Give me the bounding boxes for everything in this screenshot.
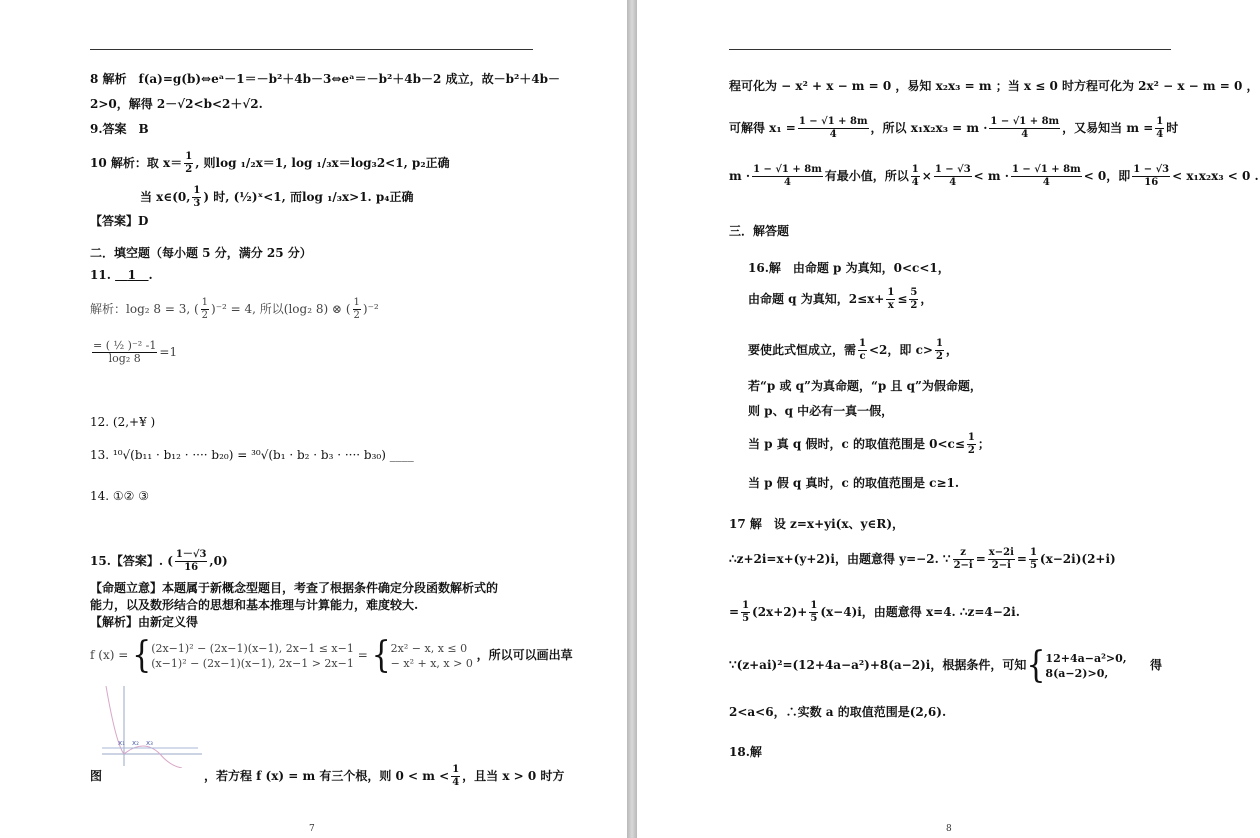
q15-intent-line2: 能力，以及数形结合的思想和基本推理与计算能力，难度较大. — [90, 598, 419, 612]
q11-expl-b: )⁻² = 4, 所以(log₂ 8) ⊗ ( — [211, 302, 351, 316]
q10-text-e: (½)ˣ<1, 而log ₁/₃x>1. p₄正确 — [233, 190, 414, 204]
q16-l6-a: 当 p 真 q 假时，c 的取值范围是 0<c≤ — [748, 437, 965, 451]
page-gutter — [627, 0, 637, 838]
q16-line2 — [748, 287, 932, 312]
q16-line5: 则 p、q 中必有一真一假， — [748, 404, 894, 418]
q17-eq3: = — [729, 605, 740, 619]
cont2-a: 可解得 x₁ = — [729, 121, 796, 135]
q15-piecewise: f (x) = { (2x−1)² − (2x−1)(x−1), 2x−1 ≤ x−1 (x−1)² − (2x−1)(x−1), 2x−1 > 2x−1 = { 2x² − x, x ≤ 0 − x² + x, x > 0 ，所以可以画出草 — [90, 633, 573, 676]
q10-text-c: 当 x∈(0, — [140, 190, 191, 204]
cont3-b: 有最小值，所以 — [824, 169, 909, 183]
q16-line3 — [748, 338, 958, 363]
section-2-heading: 二．填空题（每小题 5 分，满分 25 分） — [90, 246, 312, 260]
label-x1: x₁ — [118, 739, 125, 747]
frac-x1-b: $\frac{1 - √1 + 8m}{4}$ — [990, 116, 1060, 140]
q15-sketch-graph — [98, 682, 208, 768]
frac-1-5c: $\frac{1}{5}$ — [810, 600, 818, 624]
q16-l2-c: ， — [920, 292, 933, 306]
frac-1-2a: $\frac{1}{2}$ — [935, 338, 943, 362]
q10-text-b: , 则log ₁/₂x＝1, log ₁/₃x＝log₃2<1, p₂正确 — [195, 156, 450, 170]
q8-line2: 2>0，解得 2－√2<b<2＋√2. — [90, 97, 263, 111]
q17-l2-a: ∴z+2i=x+(y+2)i，由题意得 y=−2. ∵ — [729, 552, 951, 566]
q12-answer: 12. (2,+¥ ) — [90, 415, 156, 429]
q14-answer: 14. ①② ③ — [90, 489, 149, 503]
page-number-right: 8 — [946, 824, 952, 834]
q15-cases-left: (2x−1)² − (2x−1)(x−1), 2x−1 ≤ x−1 (x−1)² − (2x−1)(x−1), 2x−1 > 2x−1 — [151, 641, 354, 670]
fraction-half-b: $\frac{1}{2}$ — [353, 297, 360, 321]
q15-solution-heading: 【解析】由新定义得 — [90, 615, 199, 629]
fraction-third: $\frac{1}{3}$ — [193, 185, 201, 209]
q17-line3 — [729, 600, 1020, 625]
q17-system: 12+4a−a²>0, 8(a−2)>0, — [1045, 651, 1127, 680]
cont3-e: < 0，即 — [1083, 169, 1131, 183]
frac-x1: $\frac{1 - √1 + 8m}{4}$ — [798, 116, 868, 140]
q10-line1 — [90, 151, 450, 176]
q9-answer: 9.答案 B — [90, 122, 149, 136]
q15-after-b: ，且当 x > 0 时方 — [462, 769, 565, 783]
q15-answer-line: 15.【答案】. ( $\frac{1-√3}{16}$ ,0) — [90, 549, 228, 573]
frac-1-2b: $\frac{1}{2}$ — [967, 432, 975, 456]
q17-l3-a: (2x+2)+ — [752, 605, 808, 619]
q16-l2-a: 由命题 q 为真知，2≤x+ — [748, 292, 885, 306]
q15-answer-tail: ,0) — [209, 554, 228, 568]
page-number-left: 7 — [309, 824, 315, 834]
cont2-b: ，所以 x₁x₂x₃ = m · — [870, 121, 988, 135]
q15-equals: = — [357, 648, 368, 662]
q10-answer: 【答案】D — [90, 214, 149, 228]
q11-expl-c: )⁻² — [362, 302, 379, 316]
cont2-d: 时 — [1166, 121, 1179, 135]
q16-l3-c: ， — [945, 343, 958, 357]
q16-l6-b: ； — [977, 437, 990, 451]
q11-explanation-2 — [90, 340, 177, 365]
q17-line5: 2<a<6，∴实数 a 的取值范围是(2,6). — [729, 705, 947, 719]
cont3-f: < x₁x₂x₃ < 0 . — [1172, 169, 1259, 183]
q15-draw-text: ，所以可以画出草 — [476, 648, 573, 662]
cont-line2 — [729, 116, 1178, 141]
frac-s3-16: $\frac{1 - √3}{16}$ — [1133, 164, 1170, 188]
curve-right — [124, 746, 182, 768]
cont2-c: ，又易知当 m = — [1062, 121, 1154, 135]
q11-label: 11. — [90, 268, 111, 282]
frac-min: $\frac{1 - √1 + 8m}{4}$ — [753, 164, 822, 188]
frac-5-2: $\frac{5}{2}$ — [910, 287, 918, 311]
fraction-half-a: $\frac{1}{2}$ — [201, 297, 209, 321]
page-8 — [637, 0, 1260, 838]
q10-text-a: 10 解析：取 x＝ — [90, 156, 183, 170]
frac-min2: $\frac{1 - √1 + 8m}{4}$ — [1011, 164, 1081, 188]
cont3-c: × — [921, 169, 932, 183]
cont-line1: 程可化为 − x² + x − m = 0 ，易知 x₂x₃ = m ；当 x ≤ 0 时方程可化为 2x² − x − m = 0 ， — [729, 79, 1259, 93]
q15-intent-line1: 【命题立意】本题属于新概念型题目，考查了根据条件确定分段函数解析式的 — [90, 581, 499, 595]
q17-de: 得 — [1150, 658, 1163, 672]
cont3-d: < m · — [973, 169, 1009, 183]
q17-l3-b: (x−4)i，由题意得 x=4. ∴z=4−2i. — [820, 605, 1020, 619]
cont3-a: m · — [729, 169, 751, 183]
q11-expl-f: =1 — [159, 345, 178, 359]
q16-line6 — [748, 432, 990, 457]
header-rule — [90, 49, 533, 50]
fraction-quarter: $\frac{1}{4}$ — [452, 764, 460, 788]
q15-label: 15.【答案】. — [90, 554, 164, 568]
q16-l3-a: 要使此式恒成立，需 — [748, 343, 857, 357]
page-7 — [0, 0, 627, 838]
frac-1-c: $\frac{1}{c}$ — [859, 338, 866, 362]
section-3-heading: 三．解答题 — [729, 224, 790, 238]
frac-1-5a: $\frac{1}{5}$ — [1029, 547, 1037, 571]
q11-answer-line: 11. 1 . — [90, 268, 153, 282]
q16-l3-b: <2，即 c> — [868, 343, 933, 357]
frac-quarter-m: $\frac{1}{4}$ — [1156, 116, 1164, 140]
q16-line4: 若“p 或 q”为真命题，“p 且 q”为假命题， — [748, 379, 982, 393]
q17-line2 — [729, 547, 1116, 572]
frac-q1: $\frac{1}{4}$ — [911, 164, 919, 188]
q10-text-d: ) 时, — [203, 190, 230, 204]
q11-explanation — [90, 297, 379, 322]
q15-cases-right: 2x² − x, x ≤ 0 − x² + x, x > 0 — [390, 641, 473, 670]
q11-big-fraction — [92, 340, 157, 365]
q17-l2-b: (x−2i)(2+i) — [1039, 552, 1116, 566]
q17-eq2: = — [1016, 552, 1027, 566]
q13-answer: 13. ¹⁰√(b₁₁ · b₁₂ · ···· b₂₀) = ³⁰√(b₁ · b₂ · b₃ · ···· b₃₀) ____ — [90, 448, 414, 462]
q16-l2-b: ≤ — [897, 292, 908, 306]
q17-l4-a: ∵(z+ai)²=(12+4a−a²)+8(a−2)i，根据条件，可知 — [729, 658, 1027, 672]
q10-line2 — [140, 185, 414, 210]
q17-eq1: = — [975, 552, 986, 566]
frac-x-2i: $\frac{x-2i}{2-i}$ — [988, 547, 1014, 571]
frac-1-x: $\frac{1}{x}$ — [887, 287, 895, 311]
q18-heading: 18.解 — [729, 745, 762, 759]
header-rule-right — [729, 49, 1171, 50]
q11-expl-d: = ( ½ )⁻² -1 — [93, 339, 157, 352]
q16-line1: 16.解 由命题 p 为真知，0<c<1， — [748, 261, 950, 275]
q11-expl-e: log₂ 8 — [108, 352, 141, 365]
frac-s3: $\frac{1 - √3}{4}$ — [934, 164, 971, 188]
q11-expl-a: 解析：log₂ 8 = 3, ( — [90, 302, 199, 316]
q11-answer: 1 — [127, 268, 136, 282]
q15-fx: f (x) = — [90, 648, 129, 662]
q8-line1: 8 解析 f(a)=g(b)⇔eᵃ－1＝－b²＋4b－3⇔eᵃ＝－b²＋4b－2 成立，故－b²＋4b－ — [90, 72, 560, 86]
q16-line7: 当 p 假 q 真时，c 的取值范围是 c≥1. — [748, 476, 960, 490]
label-x2: x₂ — [132, 739, 139, 747]
q15-after-a: ，若方程 f (x) = m 有三个根，则 0 < m < — [204, 769, 450, 783]
frac-z: $\frac{z}{2-i}$ — [953, 547, 973, 571]
q15-tu: 图 — [90, 769, 103, 783]
fraction-half: $\frac{1}{2}$ — [185, 151, 193, 175]
label-x3: x₃ — [146, 739, 153, 747]
frac-1-5b: $\frac{1}{5}$ — [742, 600, 750, 624]
q17-line1: 17 解 设 z=x+yi(x、y∈R)， — [729, 517, 905, 531]
q17-line4: ∵(z+ai)²=(12+4a−a²)+8(a−2)i，根据条件，可知{ 12+4a−a²>0, 8(a−2)>0, — [729, 643, 1127, 686]
cont-line3 — [729, 164, 1259, 189]
q15-after-graph — [204, 764, 564, 789]
q15-answer-fraction: $\frac{1-√3}{16}$ — [175, 549, 207, 573]
